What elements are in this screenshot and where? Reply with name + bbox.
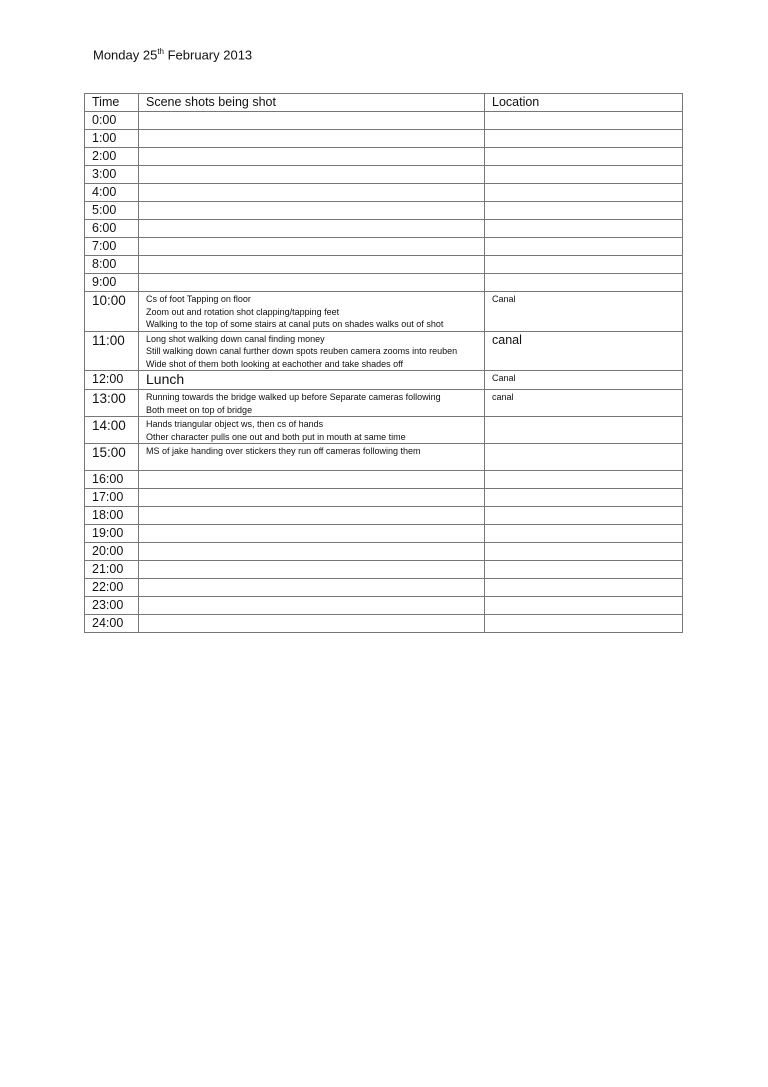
time-cell: 22:00 xyxy=(85,579,139,597)
table-row xyxy=(85,130,683,148)
time-cell: 24:00 xyxy=(85,615,139,633)
table-row xyxy=(85,561,683,579)
scene-line: Cs of foot Tapping on floor xyxy=(146,294,251,304)
location-cell xyxy=(485,507,683,525)
scene-line: MS of jake handing over stickers they run off cameras following them xyxy=(146,446,421,456)
table-row xyxy=(85,371,683,390)
location-cell xyxy=(485,148,683,166)
time-cell: 7:00 xyxy=(85,238,139,256)
table-row xyxy=(85,274,683,292)
location-cell xyxy=(485,166,683,184)
scene-cell xyxy=(139,166,485,184)
table-row xyxy=(85,597,683,615)
location-cell: canal xyxy=(485,390,683,417)
time-cell: 23:00 xyxy=(85,597,139,615)
location-cell xyxy=(485,561,683,579)
location-cell xyxy=(485,184,683,202)
scene-cell xyxy=(139,507,485,525)
time-cell: 8:00 xyxy=(85,256,139,274)
scene-line xyxy=(146,458,484,471)
location-cell xyxy=(485,256,683,274)
scene-cell xyxy=(139,112,485,130)
scene-line: Zoom out and rotation shot clapping/tapping feet xyxy=(146,306,340,317)
scene-cell xyxy=(139,148,485,166)
time-cell: 11:00 xyxy=(85,331,139,371)
table-row xyxy=(85,507,683,525)
time-cell: 9:00 xyxy=(85,274,139,292)
scene-cell xyxy=(139,130,485,148)
time-cell: 6:00 xyxy=(85,220,139,238)
location-cell xyxy=(485,238,683,256)
scene-cell xyxy=(139,331,485,371)
scene-cell xyxy=(139,444,485,471)
header-time: Time xyxy=(85,94,139,112)
time-cell: 21:00 xyxy=(85,561,139,579)
scene-cell xyxy=(139,597,485,615)
table-row xyxy=(85,471,683,489)
scene-cell xyxy=(139,371,485,390)
scene-line: Other character pulls one out and both put in mouth at same time xyxy=(146,431,406,442)
location-cell xyxy=(485,112,683,130)
location-cell xyxy=(485,597,683,615)
location-cell xyxy=(485,489,683,507)
location-cell xyxy=(485,525,683,543)
location-cell xyxy=(485,615,683,633)
scene-cell xyxy=(139,184,485,202)
time-cell: 10:00 xyxy=(85,292,139,332)
scene-cell xyxy=(139,417,485,444)
location-cell xyxy=(485,471,683,489)
location-cell xyxy=(485,130,683,148)
scene-cell xyxy=(139,292,485,332)
location-cell xyxy=(485,274,683,292)
table-row xyxy=(85,615,683,633)
table-row xyxy=(85,390,683,417)
location-cell: canal xyxy=(485,331,683,371)
table-row xyxy=(85,525,683,543)
time-cell: 0:00 xyxy=(85,112,139,130)
time-cell: 3:00 xyxy=(85,166,139,184)
scene-cell xyxy=(139,274,485,292)
scene-line: Wide shot of them both looking at eachother and take shades off xyxy=(146,358,404,369)
scene-cell xyxy=(139,543,485,561)
scene-line: Both meet on top of bridge xyxy=(146,404,253,415)
header-row xyxy=(85,94,683,112)
time-cell: 4:00 xyxy=(85,184,139,202)
time-cell: 2:00 xyxy=(85,148,139,166)
table-row xyxy=(85,417,683,444)
scene-cell xyxy=(139,525,485,543)
scene-cell xyxy=(139,238,485,256)
table-row xyxy=(85,202,683,220)
title-month: February 2013 xyxy=(164,47,253,63)
location-cell xyxy=(485,543,683,561)
table-row xyxy=(85,256,683,274)
location-cell: Canal xyxy=(485,371,683,390)
scene-line: Walking to the top of some stairs at canal puts on shades walks out of shot xyxy=(146,319,444,329)
table-row xyxy=(85,579,683,597)
table-row xyxy=(85,112,683,130)
location-cell xyxy=(485,220,683,238)
header-scene: Scene shots being shot xyxy=(139,94,485,112)
scene-cell xyxy=(139,220,485,238)
scene-line: Still walking down canal further down spots reuben camera zooms into reuben xyxy=(146,346,458,356)
table-row xyxy=(85,148,683,166)
table-row xyxy=(85,292,683,332)
title-date: Monday 25 xyxy=(93,47,158,63)
time-cell: 12:00 xyxy=(85,371,139,390)
table-row xyxy=(85,331,683,371)
time-cell: 1:00 xyxy=(85,130,139,148)
location-cell: Canal xyxy=(485,292,683,332)
scene-line: Running towards the bridge walked up before Separate cameras following xyxy=(146,392,441,402)
location-cell xyxy=(485,202,683,220)
time-cell: 18:00 xyxy=(85,507,139,525)
time-cell: 16:00 xyxy=(85,471,139,489)
scene-cell xyxy=(139,471,485,489)
scene-line: Lunch xyxy=(146,371,185,387)
time-cell: 17:00 xyxy=(85,489,139,507)
table-row xyxy=(85,444,683,471)
location-cell xyxy=(485,417,683,444)
location-cell xyxy=(485,444,683,471)
scene-cell xyxy=(139,202,485,220)
location-cell xyxy=(485,579,683,597)
table-row xyxy=(85,184,683,202)
shooting-schedule-table xyxy=(84,93,683,633)
scene-cell xyxy=(139,579,485,597)
table-row xyxy=(85,166,683,184)
table-row xyxy=(85,220,683,238)
time-cell: 13:00 xyxy=(85,390,139,417)
time-cell: 5:00 xyxy=(85,202,139,220)
scene-cell xyxy=(139,390,485,417)
scene-cell xyxy=(139,489,485,507)
table-row xyxy=(85,238,683,256)
scene-cell xyxy=(139,561,485,579)
time-cell: 14:00 xyxy=(85,417,139,444)
table-row xyxy=(85,489,683,507)
time-cell: 19:00 xyxy=(85,525,139,543)
time-cell: 20:00 xyxy=(85,543,139,561)
table-row xyxy=(85,543,683,561)
scene-line: Long shot walking down canal finding money xyxy=(146,333,325,344)
title-suffix: th xyxy=(157,47,164,56)
scene-line: Hands triangular object ws, then cs of hands xyxy=(146,419,324,429)
page-title xyxy=(93,47,252,62)
header-location: Location xyxy=(485,94,683,112)
scene-cell xyxy=(139,256,485,274)
scene-cell xyxy=(139,615,485,633)
time-cell: 15:00 xyxy=(85,444,139,471)
